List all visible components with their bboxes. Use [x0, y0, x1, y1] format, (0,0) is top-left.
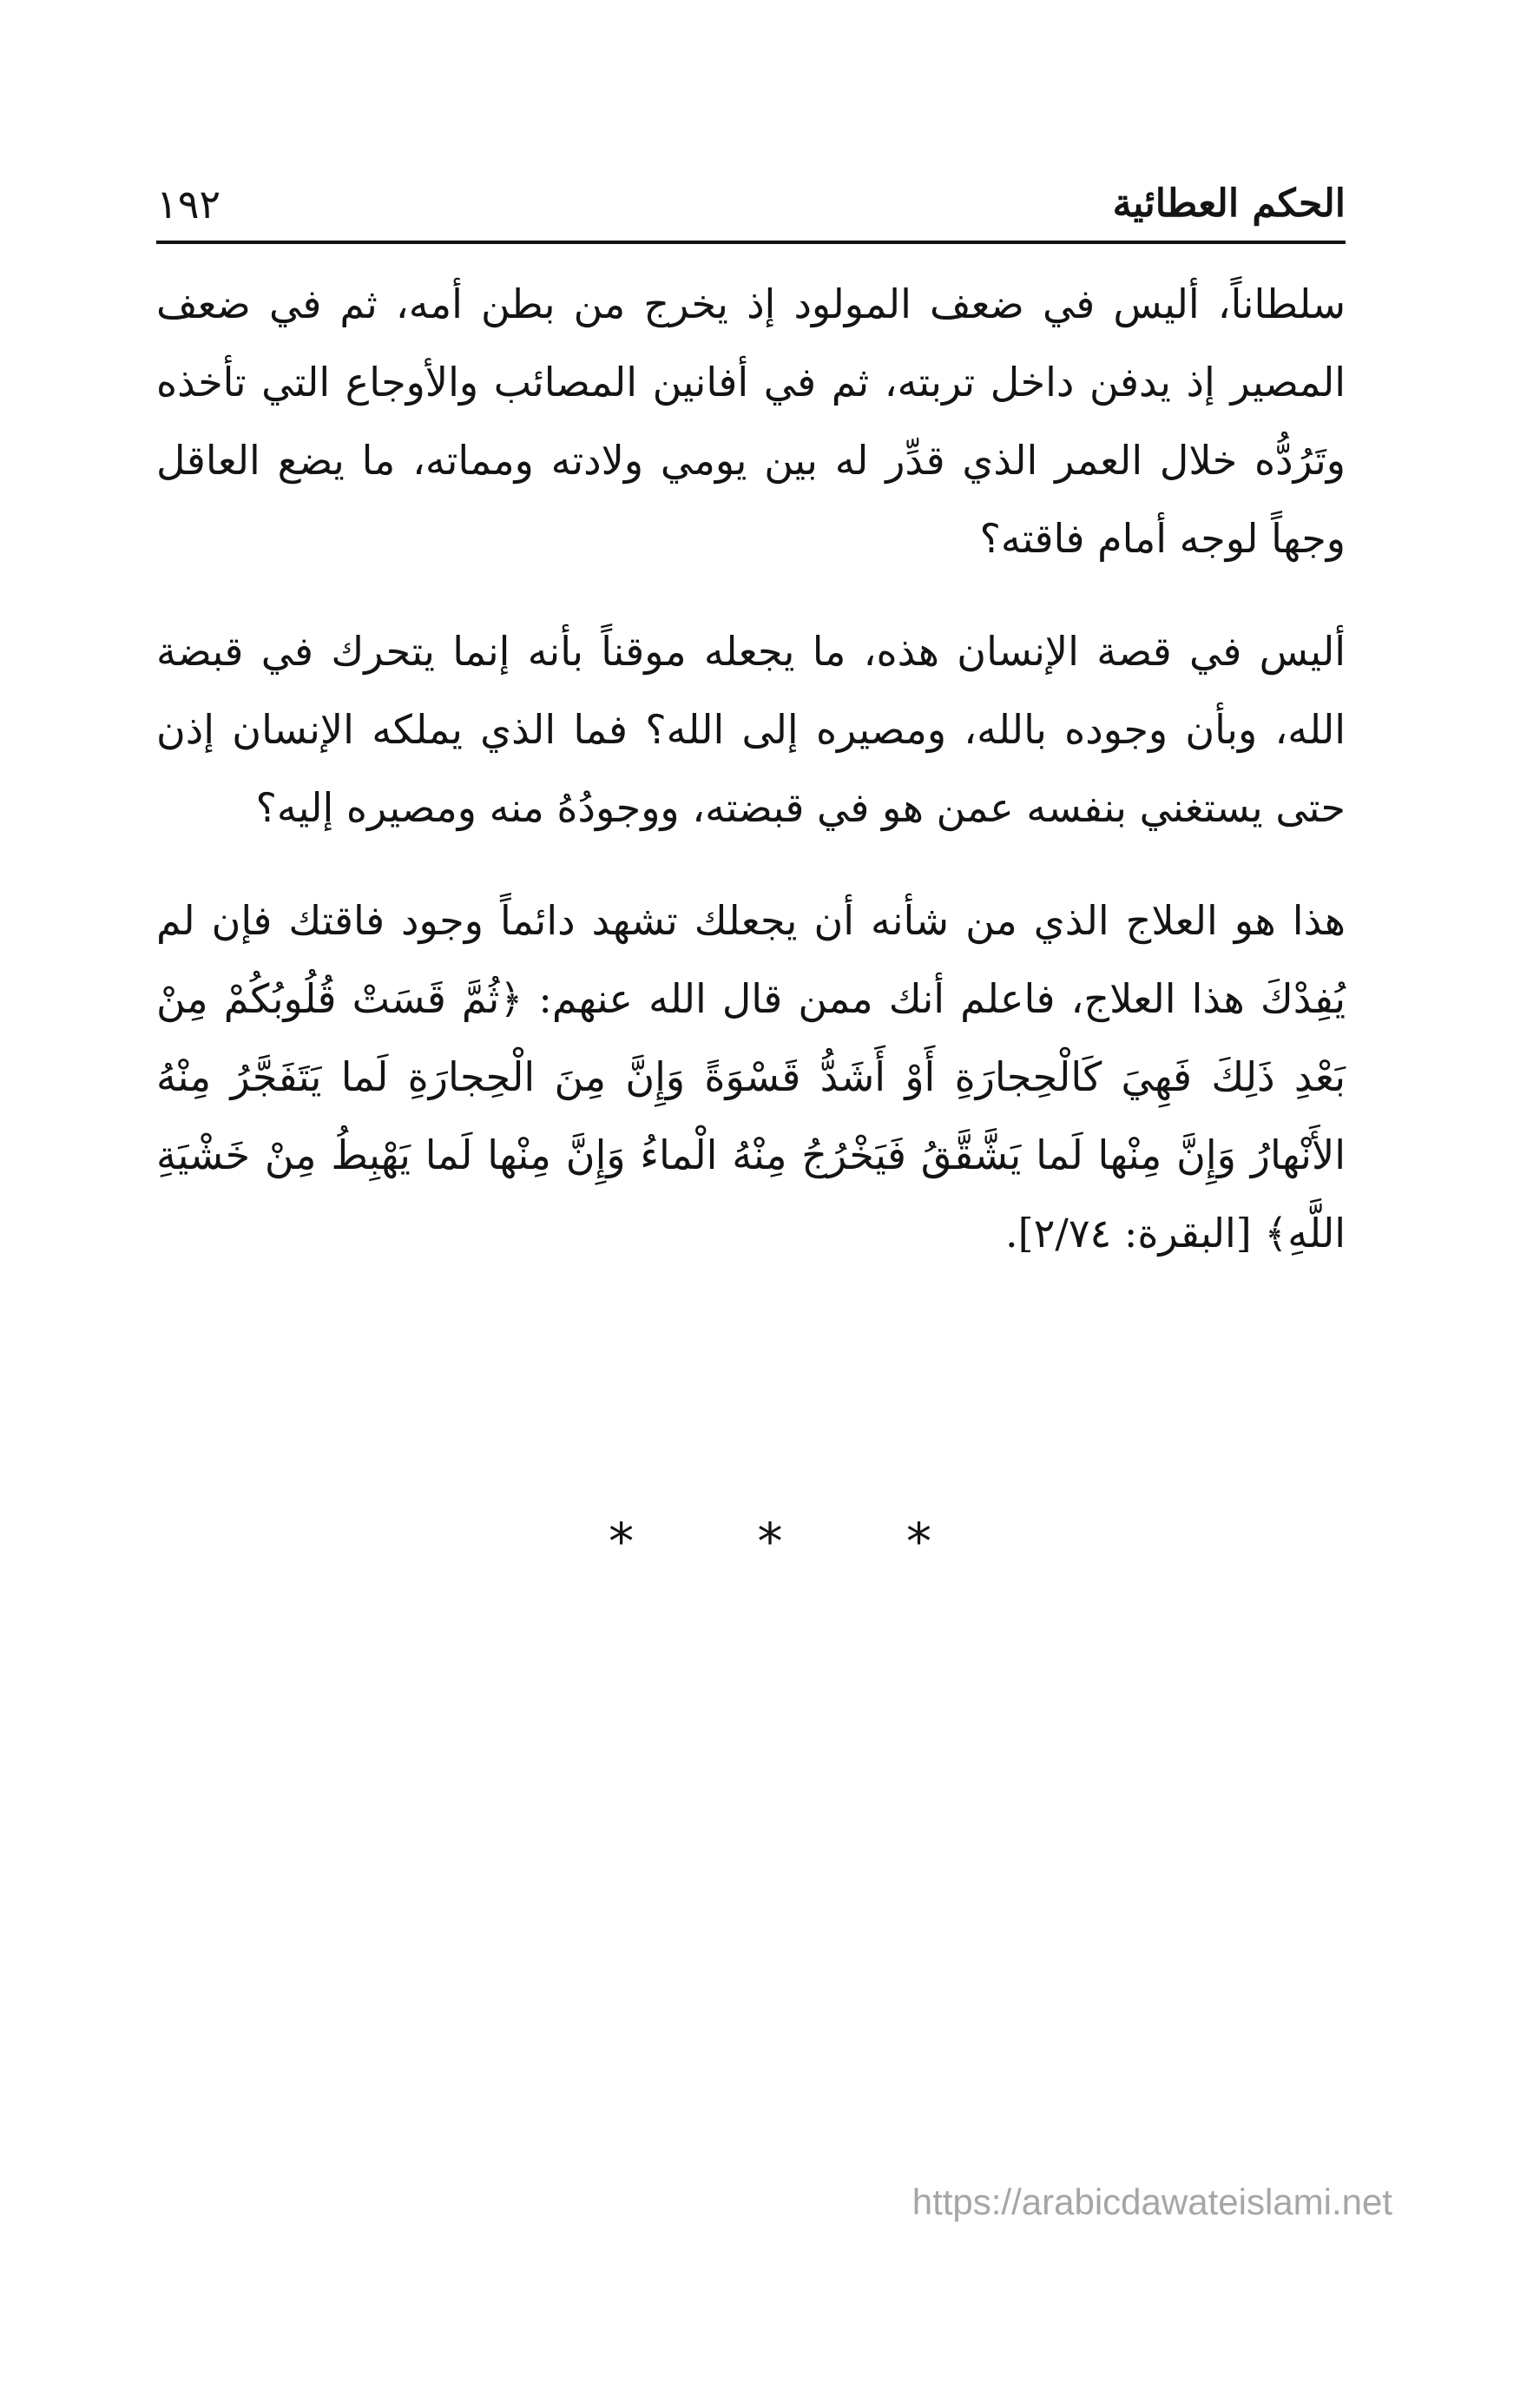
watermark-url: https://arabicdawateislami.net [911, 2181, 1392, 2222]
asterisk-icon: * [757, 1512, 783, 1571]
paragraph-2: أليس في قصة الإنسان هذه، ما يجعله موقناً بأنه إنما يتحرك في قبضة الله، وبأن وجوده بالله، ومصيره إلى الله؟ فما الذي يملكه الإنسان إذن حتى يستغني بنفسه عمن هو في قبضته، ووجودُهُ منه ومصيره إليه؟ [156, 628, 1346, 831]
asterisk-icon: * [609, 1512, 635, 1571]
asterisk-icon: * [905, 1512, 931, 1571]
paragraph-1: سلطاناً، أليس في ضعف المولود إذ يخرج من بطن أمه، ثم في ضعف المصير إذ يدفن داخل تربته، ثم في أفانين المصائب والأوجاع التي تأخذه وتَرُدُّه خلال العمر الذي قدِّر له بين يومي ولادته ومماته، ما يضع العاقل وجهاً لوجه أمام فاقته؟ [156, 280, 1346, 562]
page-header [156, 178, 1346, 239]
body-text [156, 265, 1346, 1272]
section-divider [0, 1511, 1540, 1572]
header-rule [156, 241, 1346, 244]
page-number: ١٩٢ [156, 181, 221, 228]
paragraph-3: هذا هو العلاج الذي من شأنه أن يجعلك تشهد دائماً وجود فاقتك فإن لم يُفِدْكَ هذا العلاج، فاعلم أنك ممن قال الله عنهم: ﴿ثُمَّ قَسَتْ قُلُوبُكُمْ مِنْ بَعْدِ ذَلِكَ فَهِيَ كَالْحِجارَةِ أَوْ أَشَدُّ قَسْوَةً وَإِنَّ مِنَ الْحِجارَةِ لَما يَتَفَجَّرُ مِنْهُ الأَنْهارُ وَإِنَّ مِنْها لَما يَشَّقَّقُ فَيَخْرُجُ مِنْهُ الْماءُ وَإِنَّ مِنْها لَما يَهْبِطُ مِنْ خَشْيَةِ اللَّهِ﴾ [البقرة: ٢/٧٤]. [156, 897, 1346, 1257]
running-title: الحكم العطائية [1112, 181, 1346, 226]
